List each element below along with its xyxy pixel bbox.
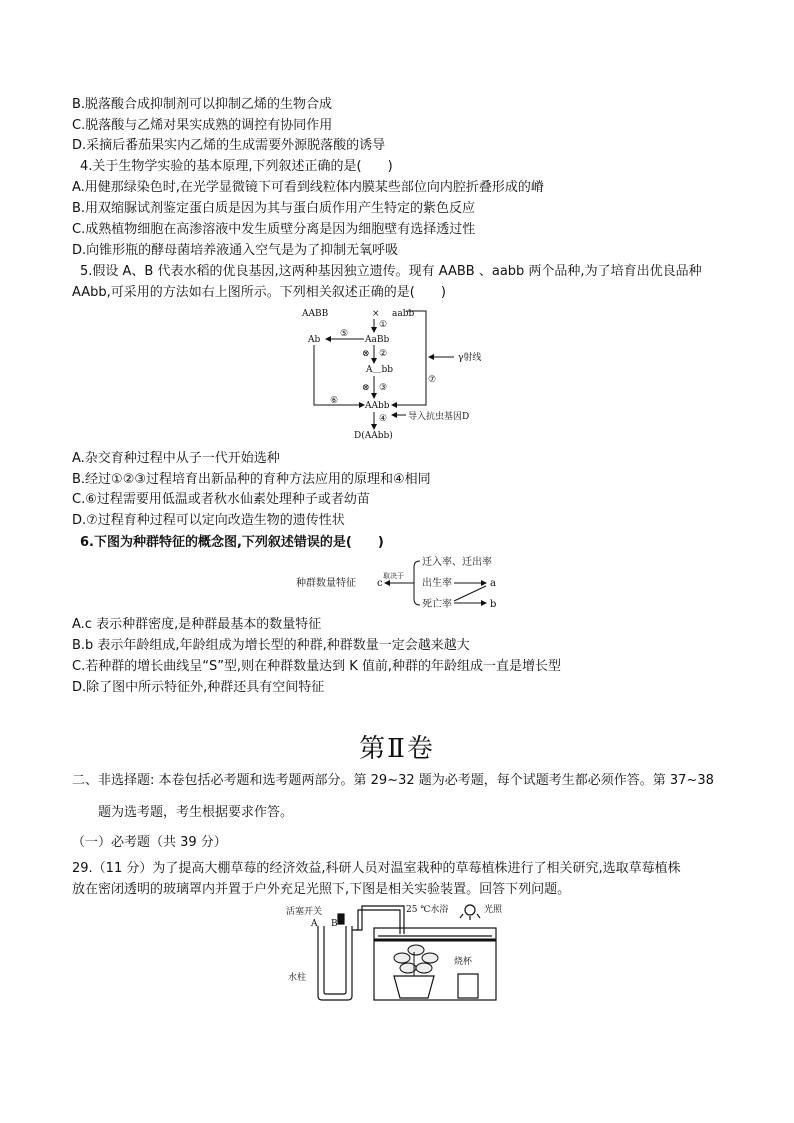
step-4: ④ <box>379 414 388 424</box>
step-6: ⑥ <box>330 396 339 406</box>
q6-option-c: C.若种群的增长曲线呈“S”型,则在种群数量达到 K 值前,种群的年龄组成一直是增长型 <box>72 659 561 674</box>
f1-aabb: AaBb <box>365 335 390 345</box>
q3-option-b: B.脱落酸合成抑制剂可以抑制乙烯的生物合成 <box>72 97 333 112</box>
parent-aabb-dominant: AABB <box>302 309 329 319</box>
water-column-label: 水柱 <box>288 973 307 983</box>
q6-option-a: A.c 表示种群密度,是种群最基本的数量特征 <box>72 617 322 632</box>
valve-label: 活塞开关 <box>286 907 323 917</box>
beaker-label: 烧杯 <box>454 957 473 967</box>
q4-option-d: D.向锥形瓶的酵母菌培养液通入空气是为了抑制无氧呼吸 <box>72 243 399 258</box>
section-intro-line2: 题为选考题，考生根据要求作答。 <box>98 805 294 820</box>
q29-apparatus-diagram <box>282 900 502 1006</box>
population-quantity-feature: 种群数量特征 <box>296 578 356 589</box>
migration-rate: 迁入率、迁出率 <box>422 557 492 568</box>
water-bath-label: 25 ℃水浴 <box>406 905 449 915</box>
step-3: ③ <box>379 383 388 393</box>
q29-stem-line2: 放在密闭透明的玻璃罩内并置于户外充足光照下,下图是相关实验装置。回答下列问题。 <box>72 882 571 897</box>
insect-gene-label: 导入抗虫基因D <box>408 412 470 422</box>
valve-a-label: A <box>311 919 318 929</box>
q4-stem: 4.关于生物学实验的基本原理,下列叙述正确的是( ) <box>80 159 393 174</box>
death-rate: 死亡率 <box>422 599 452 610</box>
cross-sign: × <box>372 309 380 319</box>
q6-population-diagram <box>296 553 516 613</box>
q5-stem-line2: AAbb,可采用的方法如右上图所示。下列相关叙述正确的是( ) <box>72 285 446 300</box>
self-symbol-1: ⊗ <box>362 349 370 359</box>
a-bb: A＿bb <box>366 365 394 375</box>
step-7: ⑦ <box>428 375 437 385</box>
parent-aabb-recessive: aabb <box>392 309 415 319</box>
q3-option-c: C.脱落酸与乙烯对果实成熟的调控有协同作用 <box>72 118 333 133</box>
self-symbol-2: ⊗ <box>362 383 370 393</box>
result-d-aabb: D(AAbb) <box>354 431 393 441</box>
section-title: 第Ⅱ卷 <box>359 734 435 764</box>
q6-stem: 6.下图为种群特征的概念图,下列叙述错误的是( ) <box>80 535 384 550</box>
label-b: b <box>490 599 497 610</box>
required-heading: （一）必考题（共 39 分） <box>72 835 227 850</box>
gamma-ray-label: γ射线 <box>458 353 482 363</box>
haploid-ab: Ab <box>308 335 321 345</box>
depends-on-label: 取决于 <box>383 572 404 580</box>
label-a: a <box>490 578 496 589</box>
light-label: 光照 <box>484 905 502 915</box>
birth-rate: 出生率 <box>422 578 452 589</box>
q4-option-c: C.成熟植物细胞在高渗溶液中发生质壁分离是因为细胞壁有选择透过性 <box>72 222 476 237</box>
q29-stem-line1: 29.（11 分）为了提高大棚草莓的经济效益,科研人员对温室栽种的草莓植株进行了相关研究,选取草莓植株 <box>72 861 681 876</box>
step-1: ① <box>379 320 388 330</box>
step-5: ⑤ <box>340 329 349 339</box>
q6-option-b: B.b 表示年龄组成,年龄组成为增长型的种群,种群数量一定会越来越大 <box>72 638 470 653</box>
q5-option-d: D.⑦过程育种过程可以定向改造生物的遗传性状 <box>72 513 345 528</box>
q4-option-a: A.用健那绿染色时,在光学显微镜下可看到线粒体内膜某些部位向内腔折叠形成的嵴 <box>72 180 544 195</box>
q5-breeding-diagram <box>296 303 516 445</box>
q6-option-d: D.除了图中所示特征外,种群还具有空间特征 <box>72 680 325 695</box>
target-aabb: AAbb <box>365 401 390 411</box>
q5-option-a: A.杂交育种过程中从子一代开始选种 <box>72 451 280 466</box>
section-intro-line1: 二、非选择题: 本卷包括必考题和选考题两部分。第 29~32 题为必考题，每个试题考生都必须作答。第 37~38 <box>72 773 714 788</box>
q5-option-b: B.经过①②③过程培育出新品种的育种方法应用的原理和④相同 <box>72 472 431 487</box>
step-2: ② <box>379 349 388 359</box>
q4-option-b: B.用双缩脲试剂鉴定蛋白质是因为其与蛋白质作用产生特定的紫色反应 <box>72 201 476 216</box>
valve-b-label: B <box>331 919 338 929</box>
q3-option-d: D.采摘后番茄果实内乙烯的生成需要外源脱落酸的诱导 <box>72 138 386 153</box>
q5-option-c: C.⑥过程需要用低温或者秋水仙素处理种子或者幼苗 <box>72 492 370 507</box>
q5-stem-line1: 5.假设 A、B 代表水稻的优良基因,这两种基因独立遗传。现有 AABB 、aabb 两个品种,为了培育出优良品种 <box>80 264 702 279</box>
label-c: c <box>377 578 383 589</box>
